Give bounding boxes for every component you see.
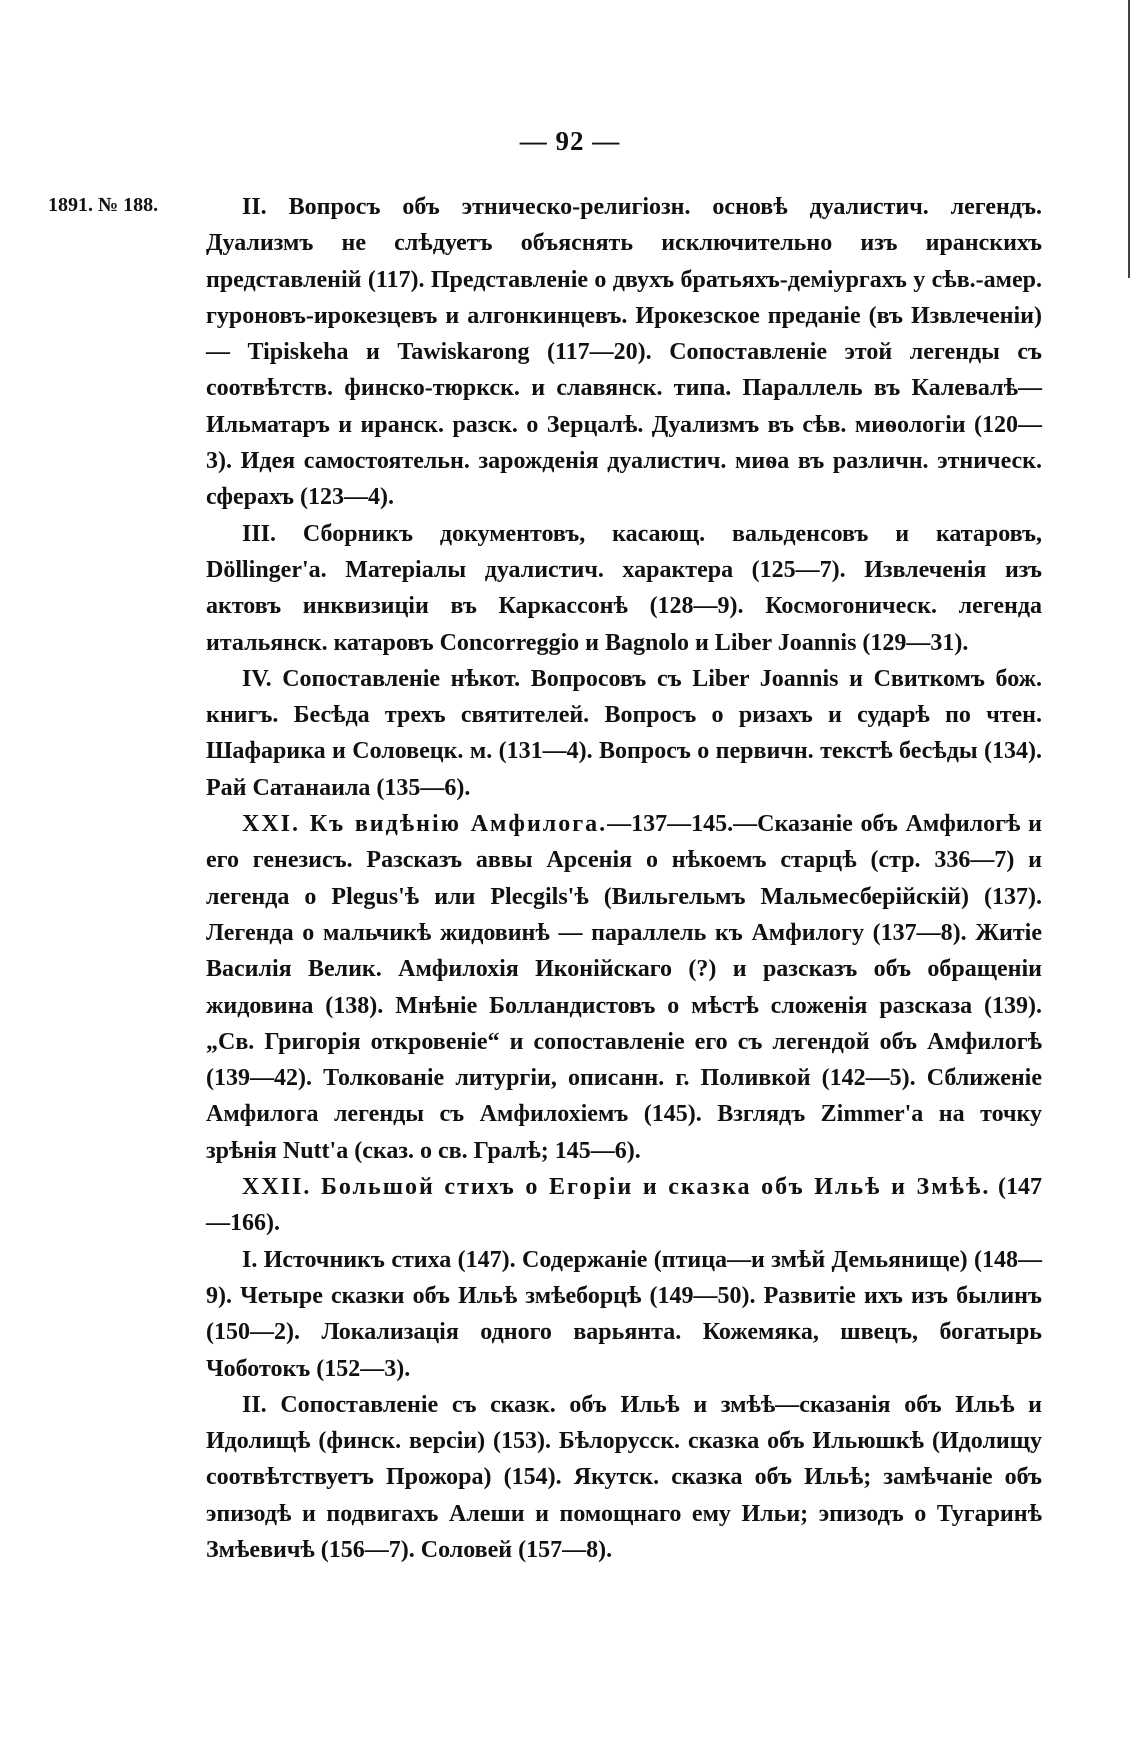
- chapter-summary: (147—166).: [206, 1174, 1042, 1237]
- body-text: [206, 189, 1042, 1568]
- section-paragraph: II. Вопросъ объ этническо-религіозн. основѣ дуалистич. легендъ. Дуализмъ не слѣдуетъ объяснять исключительно изъ иранскихъ представленій (117). Представленіе о двухъ братьяхъ-деміургахъ у сѣв.-амер. гуроновъ-ирокезцевъ и алгонкинцевъ. Ирокезское преданіе (въ Извлеченіи) — Tipiskeha и Tawiskarong (117—20). Сопоставленіе этой легенды съ соотвѣтств. финско-тюркск. и славянск. типа. Параллель въ Калевалѣ—Ильматаръ и иранск. разск. о Зерцалѣ. Дуализмъ въ сѣв. миѳологіи (120—3). Идея самостоятельн. зарожденія дуалистич. миѳа въ различн. этническ. сферахъ (123—4).: [206, 194, 1042, 511]
- chapter-summary: —137—145.—Сказаніе объ Амфилогѣ и его генезисъ. Разсказъ аввы Арсенія о нѣкоемъ старцѣ (стр. 336—7) и легенда о Plegus'ѣ или Plecgils'ѣ (Вильгельмъ Мальмесберійскій) (137). Легенда о мальчикѣ жидовинѣ — параллель къ Амфилогу (137—8). Житіе Василія Велик. Амфилохія Иконійскаго (?) и разсказъ объ обращеніи жидовина (138). Мнѣніе Болландистовъ о мѣстѣ сложенія разсказа (139). „Св. Григорія откровеніе“ и сопоставленіе его съ легендой объ Амфилогѣ (139—42). Толкованіе литургіи, описанн. г. Поливкой (142—5). Сближеніе Амфилога легенды съ Амфилохіемъ (145). Взглядъ Zimmer'а на точку зрѣнія Nutt'а (сказ. о св. Гралѣ; 145—6).: [206, 811, 1042, 1164]
- chapter-heading: XXII. Большой стихъ о Егоріи и сказка объ Ильѣ и Змѣѣ.: [242, 1174, 991, 1201]
- section-paragraph: I. Источникъ стиха (147). Содержаніе (птица—и змѣй Демьянище) (148—9). Четыре сказки объ Ильѣ змѣеборцѣ (149—50). Развитіе ихъ изъ былинъ (150—2). Локализація одного варьянта. Кожемяка, швецъ, богатырь Чоботокъ (152—3).: [206, 1246, 1042, 1382]
- scan-edge-line: [1128, 0, 1130, 1739]
- chapter-heading: XXI. Къ видѣнію Амфилога.: [242, 811, 608, 838]
- section-paragraph: III. Сборникъ документовъ, касающ. вальденсовъ и катаровъ, Döllinger'а. Матеріалы дуалистич. характера (125—7). Извлеченія изъ актовъ инквизиціи въ Каркассонѣ (128—9). Космогоническ. легенда итальянск. катаровъ Concorreggio и Bagnolo и Liber Joannis (129—31).: [206, 520, 1042, 656]
- section-paragraph: IV. Сопоставленіе нѣкот. Вопросовъ съ Liber Joannis и Свиткомъ бож. книгъ. Бесѣда трехъ святителей. Вопросъ о ризахъ и сударѣ по чтен. Шафарика и Соловецк. м. (131—4). Вопросъ о первичн. текстѣ бесѣды (134). Рай Сатанаила (135—6).: [206, 665, 1042, 801]
- margin-reference: 1891. № 188.: [48, 194, 159, 216]
- section-paragraph: II. Сопоставленіе съ сказк. объ Ильѣ и змѣѣ—сказанія объ Ильѣ и Идолищѣ (финск. версіи) (153). Бѣлорусск. сказка объ Ильюшкѣ (Идолищу соотвѣтствуетъ Прожора) (154). Якутск. сказка объ Ильѣ; замѣчаніе объ эпизодѣ и подвигахъ Алеши и помощнаго ему Ильи; эпизодъ о Тугаринѣ Змѣевичѣ (156—7). Соловей (157—8).: [206, 1391, 1042, 1563]
- chapter-paragraph: [206, 806, 1042, 1169]
- page-number: — 92 —: [519, 126, 621, 156]
- chapter-paragraph: [206, 1169, 1042, 1242]
